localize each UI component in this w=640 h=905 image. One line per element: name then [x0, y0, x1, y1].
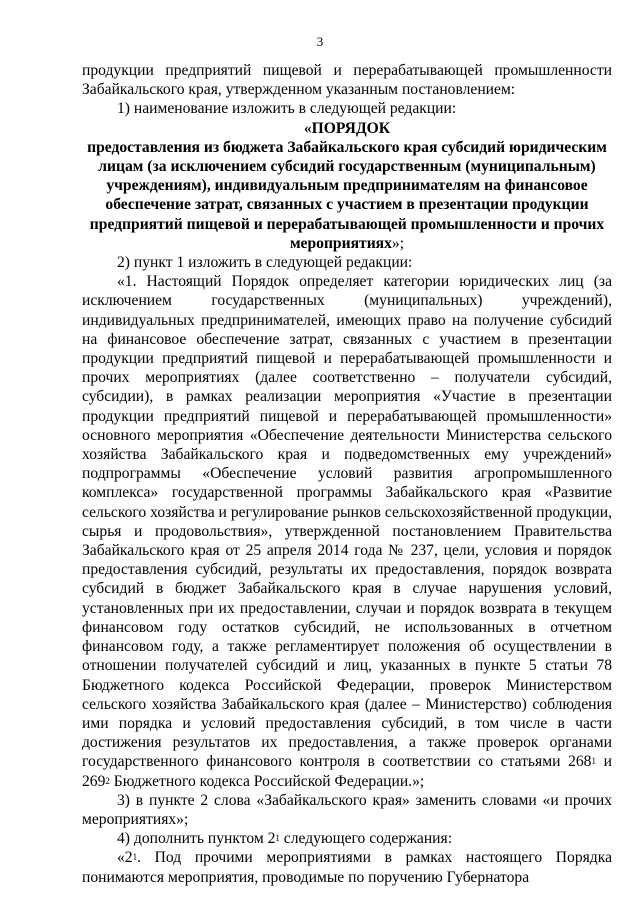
clause-1-text-b: и 269: [82, 753, 612, 790]
heading-body-text: предоставления из бюджета Забайкальского края субсидий юридическим лицам (за исключением субсидий государственным (муниципальным) учреждениям), индивидуальным предпринимателям на финансовое обеспечение затрат, связанных с участием в презентации продукции предприятий пищевой и перерабатывающей промышленности и прочих мероприятиях: [87, 138, 607, 252]
paragraph-clause-1: [82, 272, 612, 790]
clause-2-1-sup: 1: [132, 852, 138, 863]
item-4-text-a: 4) дополнить пунктом 2: [117, 830, 276, 848]
heading-tail: »;: [391, 234, 405, 252]
paragraph-intro: продукции предприятий пищевой и перерабатывающей промышленности Забайкальского края, утвержденном указанным постановлением:: [82, 62, 612, 99]
paragraph-item-3: 3) в пункте 2 слова «Забайкальского края» заменить словами «и прочих мероприятиях»;: [82, 791, 612, 828]
heading-title: «ПОРЯДОК: [303, 119, 391, 137]
paragraph-item-1: 1) наименование изложить в следующей редакции:: [117, 100, 457, 118]
clause-2-1-text-a: «2: [117, 849, 133, 867]
clause-1-sup-1: 1: [591, 756, 596, 767]
item-4-sup: 1: [275, 833, 280, 844]
paragraph-item-4: [82, 829, 612, 848]
paragraph-item-2: 2) пункт 1 изложить в следующей редакции:: [117, 254, 413, 272]
clause-1-text-c: Бюджетного кодекса Российской Федерации.»;: [109, 772, 425, 790]
paragraph-clause-2-1: [82, 848, 612, 886]
clause-1-text-a: «1. Настоящий Порядок определяет категории юридических лиц (за исключением государственных (муниципальных) учреждений), индивидуальных предпринимателей, имеющих право на получение субсидий на финансовое обеспечение затрат, связанных с участием в презентации продукции предприятий пищевой и перерабатывающей промышленности и прочих мероприятиях (далее соответственно – получатели субсидий, субсидии), в рамках реализации мероприятия «Участие в презентации продукции предприятий пищевой и перерабатывающей промышленности» основного мероприятия «Обеспечение деятельности Министерства сельского хозяйства Забайкальского края и подведомственных ему учреждений» подпрограммы «Обеспечение условий развития агропромышленного комплекса» государственной программы Забайкальского края «Развитие сельского хозяйства и регулирование рынков сельскохозяйственной продукции, сырья и продовольствия», утвержденной постановлением Правительства Забайкальского края от 25 апреля 2014 года № 237, цели, условия и порядок предоставления субсидий, результаты их предоставления, порядок возврата субсидий в бюджет Забайкальского края в случае нарушения условий, установленных при их предоставлении, случаи и порядок возврата в текущем финансовом году остатков субсидий, не использованных в отчетном финансовом году, а также регламентирует положения об осуществлении в отношении получателей субсидий и лиц, указанных в пункте 5 статьи 78 Бюджетного кодекса Российской Федерации, проверок Министерством сельского хозяйства Забайкальского края (далее – Министерство) соблюдения ими порядка и условий предоставления субсидий, в том числе в части достижения результатов их предоставления, а также проверок органами государственного финансового контроля в соответствии со статьями 268: [82, 273, 612, 771]
clause-1-sup-2: 2: [105, 775, 110, 786]
clause-2-1-text-b: . Под прочими мероприятиями в рамках настоящего Порядка понимаются мероприятия, проводимые по поручению Губернатора: [82, 849, 612, 886]
item-4-text-b: следующего содержания:: [279, 830, 453, 848]
heading-body: [82, 138, 612, 253]
page-number: 3: [316, 34, 324, 49]
document-body: [82, 61, 612, 887]
